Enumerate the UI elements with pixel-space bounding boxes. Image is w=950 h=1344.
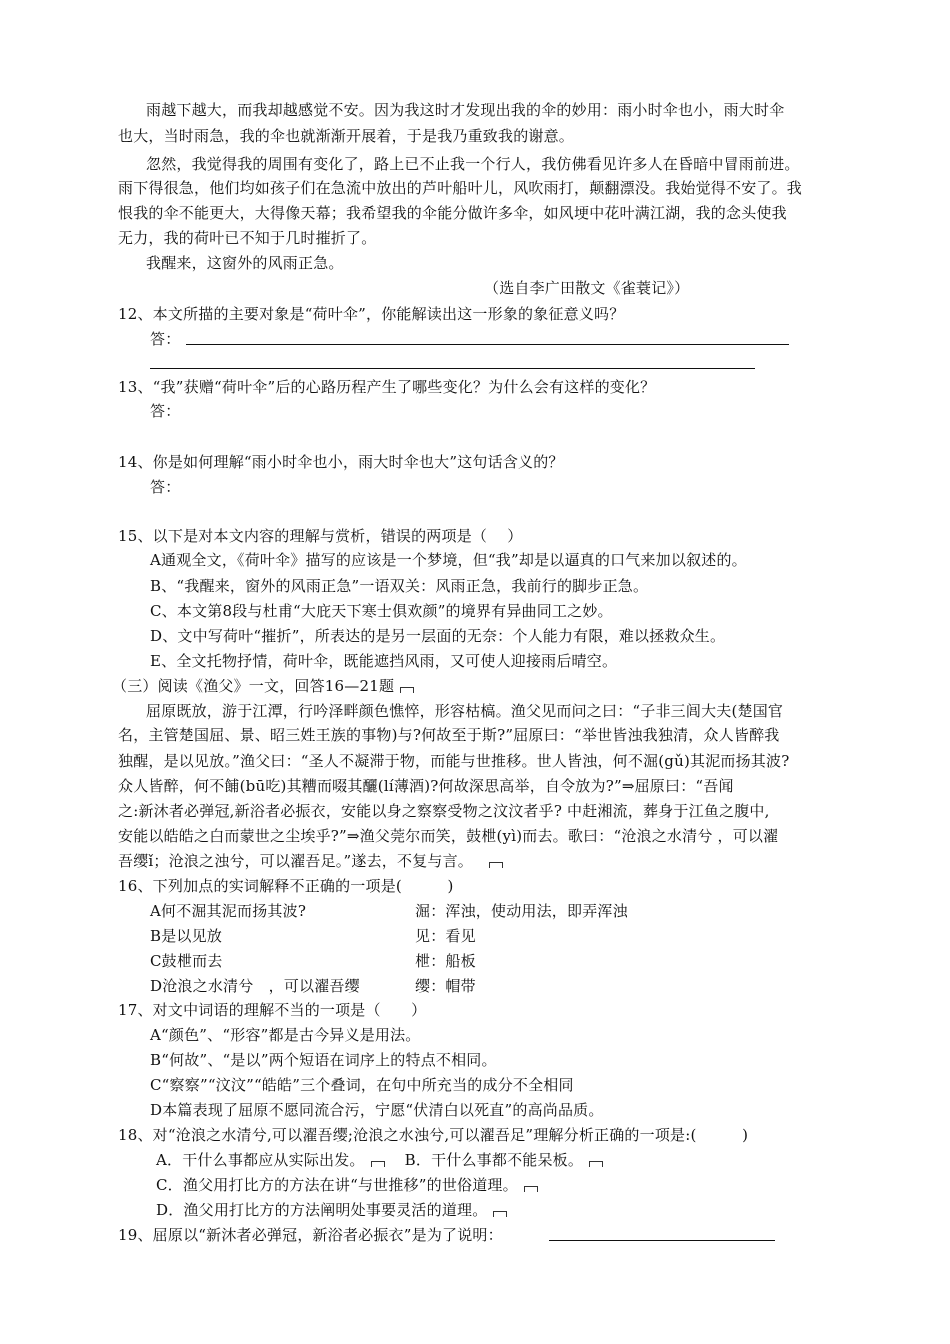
passage-line: 我醒来，这窗外的风雨正急。 (146, 254, 344, 272)
option-c: C“察察”“汶汶”“皓皓”三个叠词，在句中所充当的成分不全相同 (150, 1076, 574, 1094)
question-16: 16、下列加点的实词解释不正确的一项是( ) (118, 877, 454, 895)
answer-line[interactable] (150, 368, 755, 369)
section-heading: （三）阅读《渔父》一文，回答16—21题 (112, 676, 414, 696)
passage-line: 恨我的伞不能更大，大得像天幕；我希望我的伞能分做许多伞，如风埂中花叶满江湖，我的念头使我 (118, 204, 787, 222)
passage-line: 安能以皓皓之白而蒙世之尘埃乎?”⇒渔父莞尔而笑，鼓枻(yì)而去。歌曰：“沧浪之水清兮 ，可以濯 (118, 827, 779, 845)
passage-line: 众人皆醉，何不餔(bū吃)其糟而啜其釃(lí薄酒)?何故深思高举，自令放为?”⇒屈原曰：“吾闻 (118, 777, 734, 795)
answer-label: 答： (150, 478, 181, 496)
passage-line: 雨下得很急，他们均如孩子们在急流中放出的芦叶船叶儿，风吹雨打，颠翻漂没。我始觉得不安了。我 (118, 179, 803, 197)
option-a: A何不淈其泥而扬其波? (150, 902, 307, 920)
revision-mark (489, 862, 503, 868)
option-d: D．渔父用打比方的方法阐明处事要灵活的道理。 (156, 1200, 507, 1220)
option-d: D本篇表现了屈原不愿同流合污，宁愿“伏清白以死直”的高尚品质。 (150, 1101, 604, 1119)
question-19: 19、屈原以“新沐者必弹冠，新浴者必振衣”是为了说明： (118, 1226, 503, 1244)
passage-line: 也大，当时雨急，我的伞也就渐渐开展着，于是我乃重致我的谢意。 (118, 127, 575, 145)
revision-mark (371, 1161, 385, 1167)
option-b: B、“我醒来，窗外的风雨正急”一语双关：风雨正急，我前行的脚步正急。 (150, 577, 649, 595)
passage-source: （选自李广田散文《雀蓑记》） (484, 279, 690, 297)
option-a: A通观全文，《荷叶伞》描写的应该是一个梦境，但“我”却是以逼真的口气来加以叙述的。 (150, 551, 747, 569)
option-d: D、文中写荷叶“摧折”，所表达的是另一层面的无奈：个人能力有限，难以拯救众生。 (150, 627, 726, 645)
revision-mark (400, 687, 414, 693)
answer-label: 答： (150, 330, 181, 348)
option-b: B是以见放 (150, 927, 223, 945)
option-a-gloss: 淈：浑浊，使动用法，即弄浑浊 (415, 902, 628, 920)
question-14: 14、你是如何理解“雨小时伞也小，雨大时伞也大”这句话含义的？ (118, 453, 564, 471)
revision-mark (524, 1186, 538, 1192)
passage-line: 雨越下越大，而我却越感觉不安。因为我这时才发现出我的伞的妙用：雨小时伞也小，雨大时伞 (146, 101, 785, 119)
passage-line: 无力，我的荷叶已不知于几时摧折了。 (118, 229, 377, 247)
option-ab: A．干什么事都应从实际出发。 B．干什么事都不能呆板。 (156, 1150, 603, 1170)
passage-line: 之:新沐者必弹冠,新浴者必振衣，安能以身之察察受物之汶汶者乎? 中赶湘流，葬身于江鱼之腹中, (118, 802, 770, 820)
passage-line: 独醒，是以见放。”渔父曰：“圣人不凝滞于物，而能与世推移。世人皆浊，何不淈(gǔ)其泥而扬其波? (118, 752, 790, 770)
question-18: 18、对“沧浪之水清兮,可以濯吾缨;沧浪之水浊兮,可以濯吾足”理解分析正确的一项是:( ) (118, 1126, 749, 1144)
answer-line[interactable] (549, 1240, 775, 1241)
option-c: C．渔父用打比方的方法在讲“与世推移”的世俗道理。 (156, 1175, 538, 1195)
option-d: D沧浪之水清兮 ，可以濯吾缨 (150, 977, 360, 995)
answer-label: 答： (150, 402, 181, 420)
passage-line: 吾缨ǐ；沧浪之浊兮，可以濯吾足。”遂去，不复与言。 (118, 851, 503, 871)
option-c-gloss: 枻：船板 (415, 952, 476, 970)
option-b: B“何故”、“是以”两个短语在词序上的特点不相同。 (150, 1051, 497, 1069)
option-e: E、全文托物抒情，荷叶伞，既能遮挡风雨，又可使人迎接雨后晴空。 (150, 652, 618, 670)
option-c: C、本文第8段与杜甫“大庇天下寒士俱欢颜”的境界有异曲同工之妙。 (150, 602, 613, 620)
passage-line: 忽然，我觉得我的周围有变化了，路上已不止我一个行人，我仿佛看见许多人在昏暗中冒雨前进。 (146, 155, 800, 173)
option-b-gloss: 见：看见 (415, 927, 476, 945)
option-d-gloss: 缨：帽带 (415, 977, 476, 995)
revision-mark (589, 1161, 603, 1167)
option-c: C鼓枻而去 (150, 952, 223, 970)
question-13: 13、“我”获赠“荷叶伞”后的心路历程产生了哪些变化？为什么会有这样的变化？ (118, 378, 656, 396)
passage-line: 名，主管楚国屈、景、昭三姓王族的事物)与?何故至于斯?”屈原曰：“举世皆浊我独清，众人皆醉我 (118, 726, 780, 744)
revision-mark (493, 1211, 507, 1217)
answer-line[interactable] (186, 344, 789, 345)
question-15: 15、以下是对本文内容的理解与赏析，错误的两项是（ ） (118, 527, 523, 545)
option-a: A“颜色”、“形容”都是古今异义是用法。 (150, 1026, 421, 1044)
question-12: 12、本文所描的主要对象是“荷叶伞”，你能解读出这一形象的象征意义吗？ (118, 305, 625, 323)
question-17: 17、对文中词语的理解不当的一项是（ ） (118, 1001, 427, 1019)
passage-line: 屈原既放，游于江潭，行吟泽畔颜色憔悴，形容枯槁。渔父见而问之曰：“子非三闾大夫(楚国官 (146, 702, 784, 720)
